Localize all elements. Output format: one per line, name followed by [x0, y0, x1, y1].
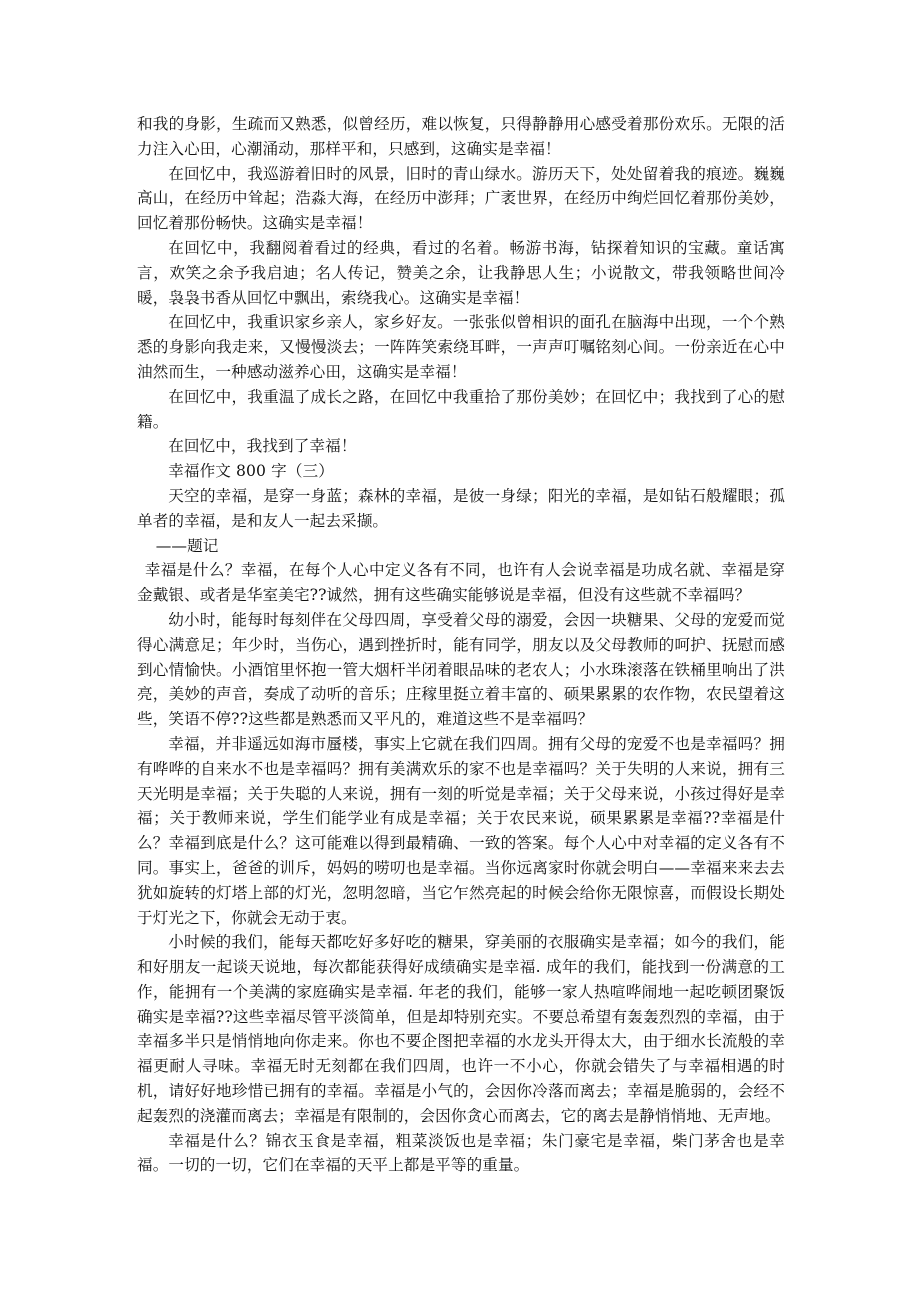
paragraph-growth: 在回忆中，我重温了成长之路，在回忆中我重拾了那份美妙；在回忆中；我找到了心的慰籍。 [137, 387, 785, 431]
document-body [137, 112, 785, 1178]
epigraph-attribution: ——题记 [155, 536, 219, 555]
paragraph-continuation: 和我的身影，生疏而又熟悉，似曾经历，难以恢复，只得静静用心感受着那份欢乐。无限的活力注入心田，心潮涌动，那样平和，只感到，这确实是幸福！ [137, 115, 785, 158]
paragraph-found-happiness: 在回忆中，我找到了幸福！ [168, 437, 357, 456]
paragraph-epigraph: 天空的幸福，是穿一身蓝；森林的幸福，是彼一身绿；阳光的幸福，是如钻石般耀眼；孤单者的幸福，是和友人一起去采撷。 [137, 486, 785, 530]
paragraph-what-is-happiness: 幸福是什么？幸福，在每个人心中定义各有不同，也许有人会说幸福是功成名就、幸福是穿金戴银、或者是华室美宅??诚然，拥有这些确实能够说是幸福，但没有这些就不幸福吗？ [137, 561, 785, 605]
paragraph-books: 在回忆中，我翻阅着看过的经典，看过的名着。畅游书海，钻探着知识的宝藏。童话寓言，欢笑之余予我启迪；名人传记，赞美之余，让我静思人生；小说散文，带我领略世间冷暖，袅袅书香从回忆中飘出，索绕我心。这确实是幸福！ [137, 238, 785, 307]
paragraph-scenery: 在回忆中，我巡游着旧时的风景，旧时的青山绿水。游历天下，处处留着我的痕迹。巍巍高山，在经历中耸起；浩淼大海，在经历中澎拜；广袤世界，在经历中绚烂回忆着那份美妙，回忆着那份畅快。这确实是幸福！ [137, 164, 785, 233]
paragraph-life-stages: 小时候的我们，能每天都吃好多好吃的糖果，穿美丽的衣服确实是幸福；如今的我们，能和好朋友一起谈天说地，每次都能获得好成绩确实是幸福. 成年的我们，能找到一份满意的工作，能拥有一个美满的家庭确实是幸福. 年老的我们，能够一家人热喧哗闹地一起吃顿团聚饭确实是幸福??这些幸福尽管平淡简单，但是却特别充实。不要总希望有轰轰烈烈的幸福，由于幸福多半只是悄悄地向你走来。你也不要企图把幸福的水龙头开得太大，由于细水长流般的幸福更耐人寻味。幸福无时无刻都在我们四周，也许一不小心，你就会错失了与幸福相遇的时机，请好好地珍惜已拥有的幸福。幸福是小气的，会因你冷落而离去；幸福是脆弱的，会经不起轰烈的浇灌而离去；幸福是有限制的，会因你贪心而离去，它的离去是静悄悄地、无声地。 [137, 933, 785, 1125]
paragraph-hometown: 在回忆中，我重识家乡亲人，家乡好友。一张张似曾相识的面孔在脑海中出现，一个个熟悉的身影向我走来，又慢慢淡去；一阵阵笑索绕耳畔，一声声叮嘱铭刻心间。一份亲近在心中油然而生，一种感动滋养心田，这确实是幸福！ [137, 313, 785, 381]
paragraph-childhood: 幼小时，能每时每刻伴在父母四周，享受着父母的溺爱，会因一块糖果、父母的宠爱而觉得心满意足；年少时，当伤心，遇到挫折时，能有同学，朋友以及父母教师的呵护、抚慰而感到心情愉快。小酒馆里怀抱一管大烟杆半闭着眼品味的老农人；小水珠滚落在铁桶里响出了洪亮，美妙的声音，奏成了动听的音乐；庄稼里挺立着丰富的、硕果累累的农作物，农民望着这些，笑语不停??这些都是熟悉而又平凡的，难道这些不是幸福吗？ [137, 610, 785, 729]
paragraph-around-us: 幸福，并非遥远如海市蜃楼，事实上它就在我们四周。拥有父母的宠爱不也是幸福吗？拥有哗哗的自来水不也是幸福吗？拥有美满欢乐的家不也是幸福吗？关于失明的人来说，拥有三天光明是幸福；关于失聪的人来说，拥有一刻的听觉是幸福；关于父母来说，小孩过得好是幸福；关于教师来说，学生们能学业有成是幸福；关于农民来说，硕果累累是幸福??幸福是什么？幸福到底是什么？这可能难以得到最精确、一致的答案。每个人心中对幸福的定义各有不同。事实上，爸爸的训斥，妈妈的唠叨也是幸福。当你远离家时你就会明白——幸福来来去去犹如旋转的灯塔上部的灯光，忽明忽暗，当它乍然亮起的时候会给你无限惊喜，而假设长期处于灯光之下，你就会无动于衷。 [137, 734, 785, 927]
section-heading: 幸福作文 800 字（三） [168, 462, 334, 481]
paragraph-conclusion: 幸福是什么？锦衣玉食是幸福，粗菜淡饭也是幸福；朱门豪宅是幸福，柴门茅舍也是幸福。一切的一切，它们在幸福的天平上都是平等的重量。 [137, 1131, 785, 1175]
